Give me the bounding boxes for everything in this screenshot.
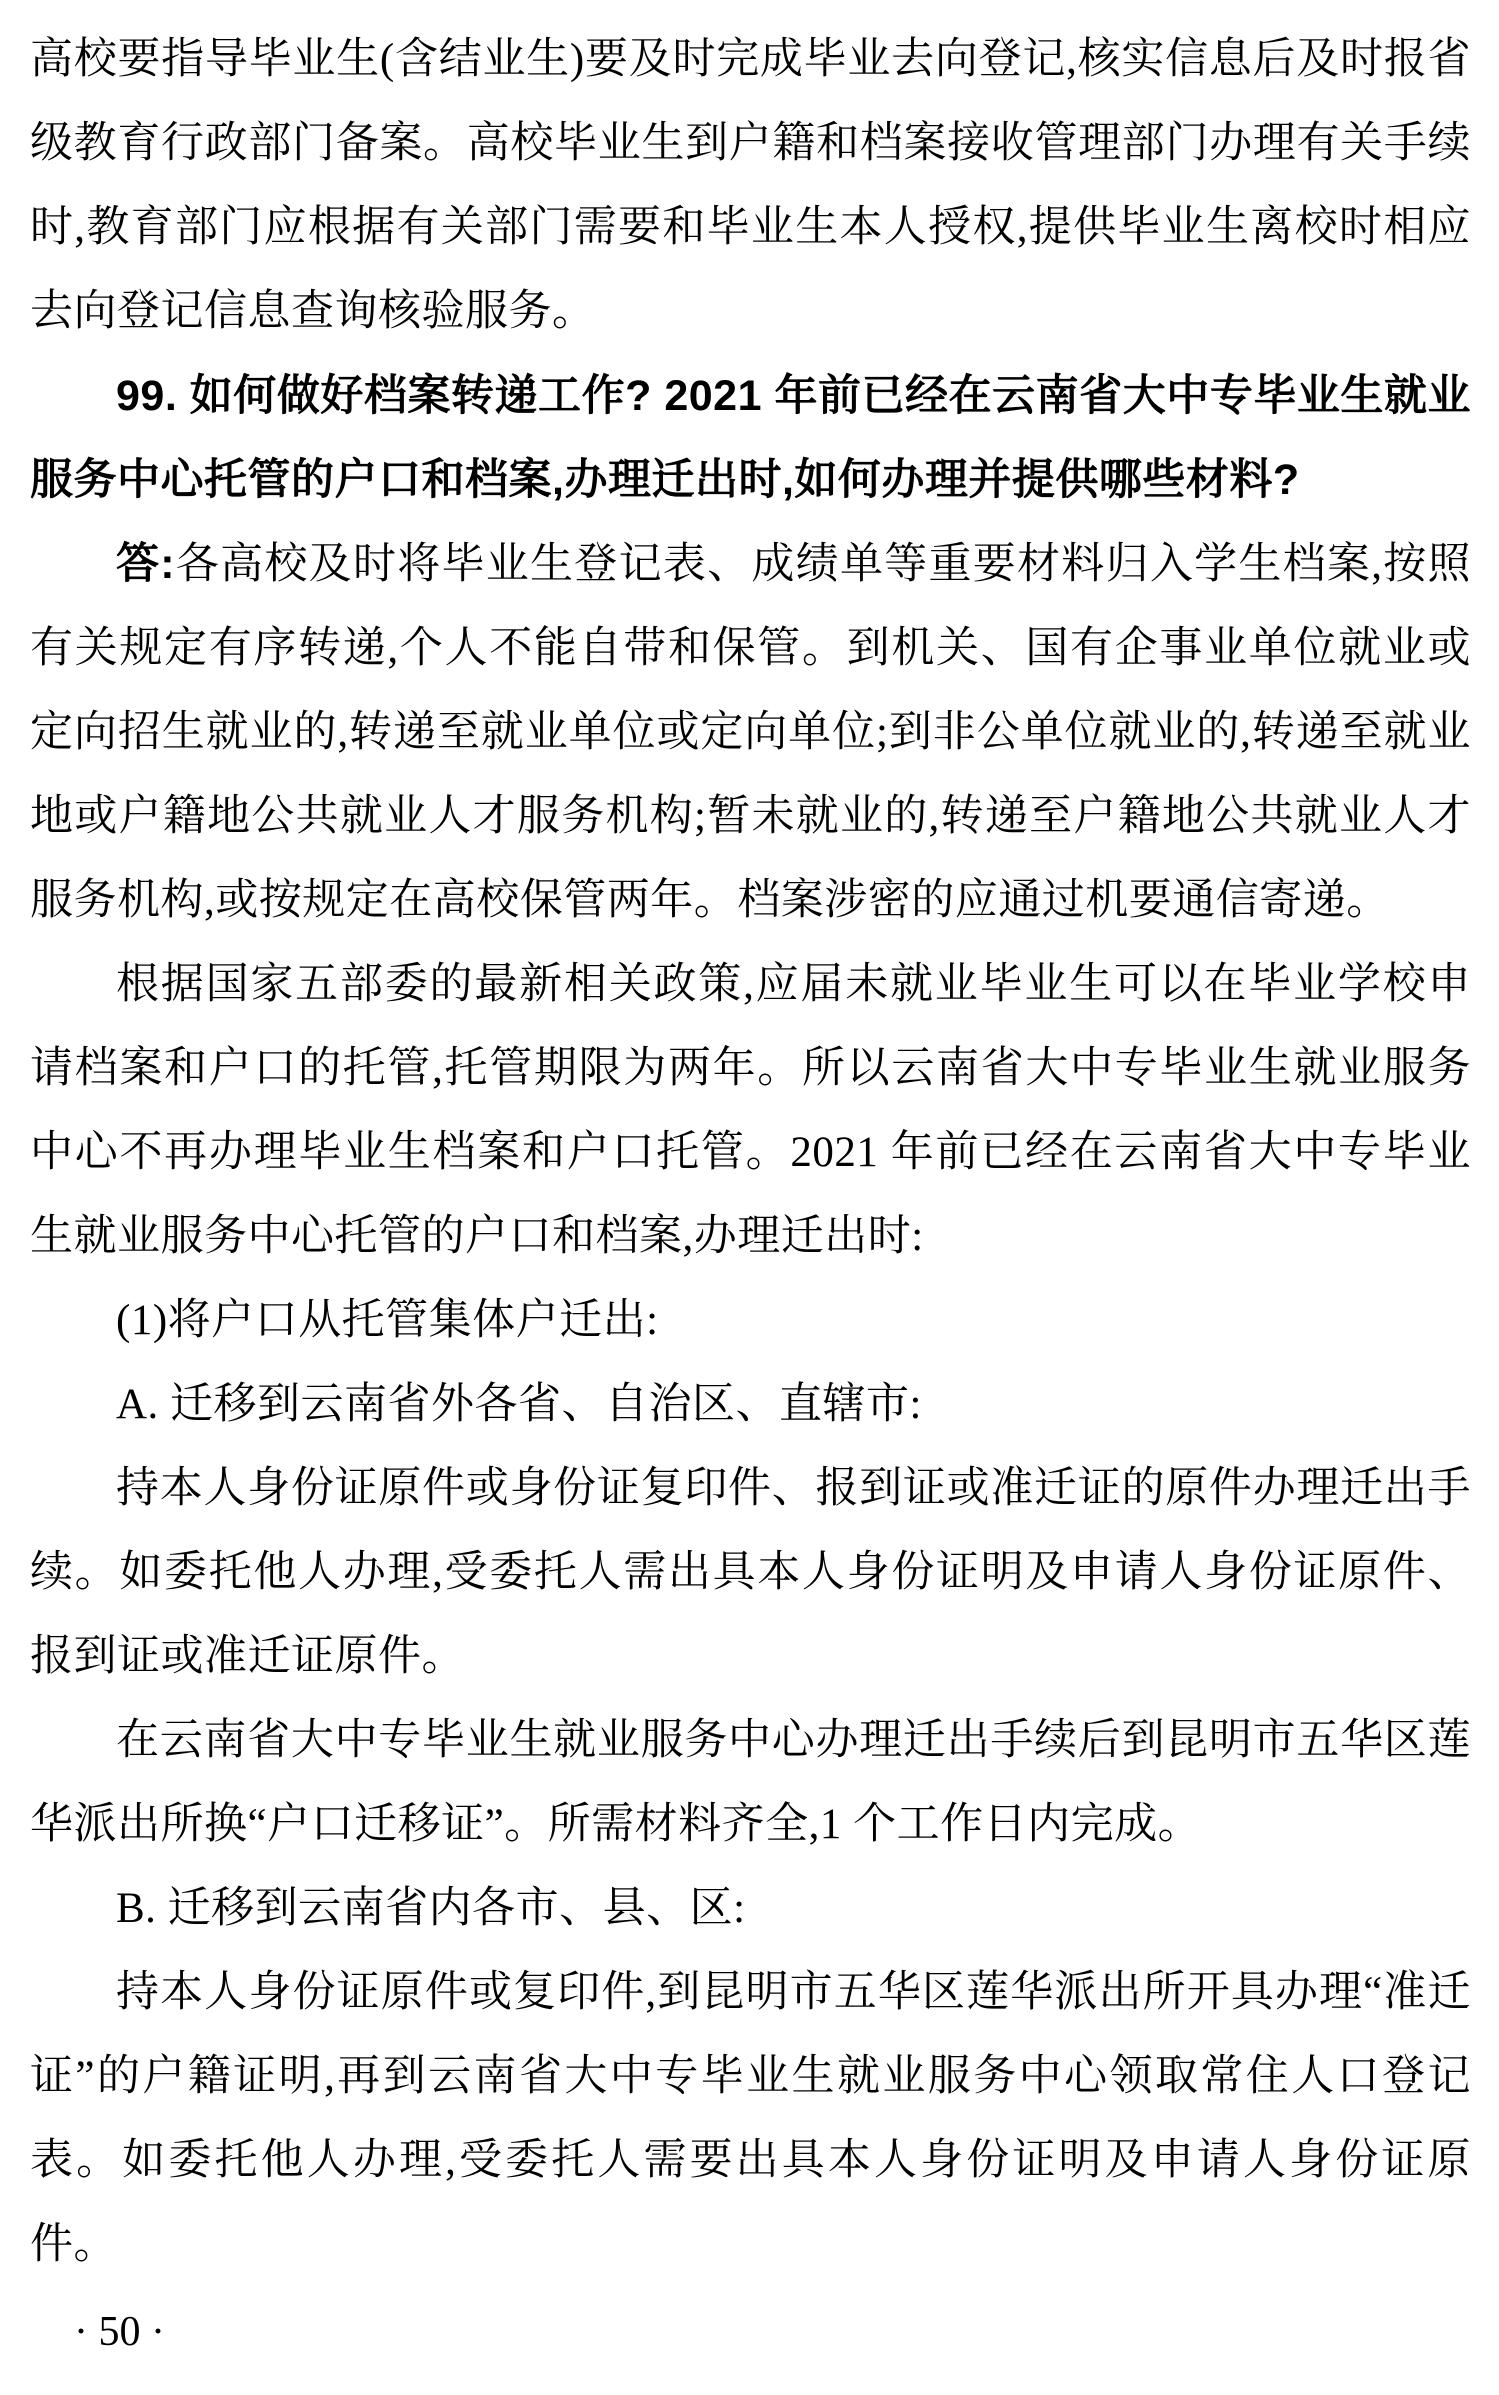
paragraph-registration-continued: 高校要指导毕业生(含结业生)要及时完成毕业去向登记,核实信息后及时报省级教育行政部门备案。高校毕业生到户籍和档案接收管理部门办理有关手续时,教育部门应根据有关部门需要和毕业生本人授权,提供毕业生离校时相应去向登记信息查询核验服务。 — [30, 36, 1471, 335]
question-99-heading: 99. 如何做好档案转递工作? 2021 年前已经在云南省大中专毕业生就业服务中心托管的户口和档案,办理迁出时,如何办理并提供哪些材料? — [30, 372, 1471, 504]
paragraph-policy-five-ministries: 根据国家五部委的最新相关政策,应届未就业毕业生可以在毕业学校申请档案和户口的托管,托管期限为两年。所以云南省大中专毕业生就业服务中心不再办理毕业生档案和户口托管。2021 年前已经在云南省大中专毕业生就业服务中心托管的户口和档案,办理迁出时: — [30, 961, 1471, 1260]
paragraph-a-required-materials: 持本人身份证原件或身份证复印件、报到证或准迁证的原件办理迁出手续。如委托他人办理,受委托人需出具本人身份证明及申请人身份证原件、报到证或准迁证原件。 — [30, 1465, 1471, 1680]
paragraph-b-required-materials: 持本人身份证原件或复印件,到昆明市五华区莲华派出所开具办理“准迁证”的户籍证明,再到云南省大中专毕业生就业服务中心领取常住人口登记表。如委托他人办理,受委托人需要出具本人身份证明及申请人身份证原件。 — [30, 1969, 1471, 2268]
answer-body-text: 各高校及时将毕业生登记表、成绩单等重要材料归入学生档案,按照有关规定有序转递,个人不能自带和保管。到机关、国有企事业单位就业或定向招生就业的,转递至就业单位或定向单位;到非公单位就业的,转递至就业地或户籍地公共就业人才服务机构;暂未就业的,转递至户籍地公共就业人才服务机构,或按规定在高校保管两年。档案涉密的应通过机要通信寄递。 — [30, 541, 1471, 924]
paragraph-item-a-out-of-province: A. 迁移到云南省外各省、自治区、直辖市: — [116, 1381, 922, 1428]
paragraph-a-procedure-location: 在云南省大中专毕业生就业服务中心办理迁出手续后到昆明市五华区莲华派出所换“户口迁移证”。所需材料齐全,1 个工作日内完成。 — [30, 1717, 1471, 1848]
paragraph-item-b-within-province: B. 迁移到云南省内各市、县、区: — [116, 1885, 746, 1932]
page-footer — [74, 2311, 165, 2353]
answer-label: 答: — [116, 540, 176, 588]
paragraph-item-1-household-moveout: (1)将户口从托管集体户迁出: — [116, 1297, 659, 1344]
page-body — [30, 18, 1471, 2287]
page-number: · 50 · — [74, 2309, 165, 2355]
answer-paragraph-archive-transfer — [30, 522, 1471, 943]
